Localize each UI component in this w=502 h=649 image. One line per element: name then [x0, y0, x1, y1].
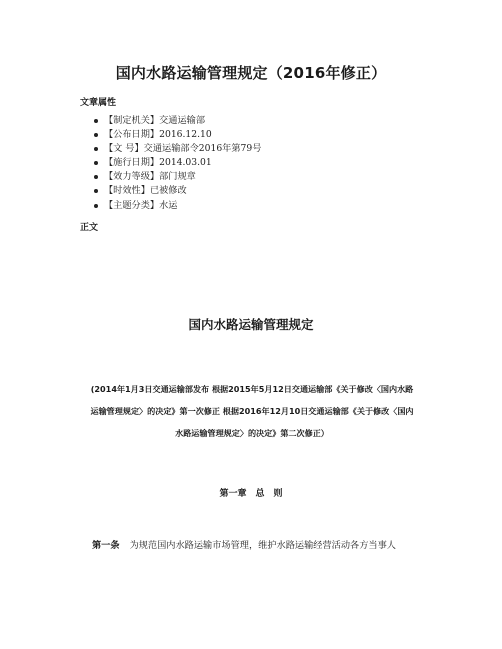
bullet-icon — [94, 133, 98, 137]
attribute-key: 【文 号】 — [104, 143, 144, 155]
attribute-key: 【施行日期】 — [104, 157, 160, 169]
article-paragraph — [92, 537, 437, 551]
attribute-key: 【主题分类】 — [104, 199, 160, 211]
bullet-icon — [94, 119, 98, 123]
attribute-value: 2016.12.10 — [159, 129, 212, 141]
attribute-item-issuer — [94, 114, 261, 128]
bullet-icon — [94, 204, 98, 208]
document-title: 国内水路运输管理规定（2016年修正） — [115, 64, 387, 82]
attribute-key: 【制定机关】 — [104, 115, 160, 126]
attribute-item-doc-number — [94, 142, 261, 156]
article-text: 为规范国内水路运输市场管理，维护水路运输经营活动各方当事人 — [129, 540, 396, 551]
body-heading: 正文 — [80, 223, 99, 233]
attribute-value: 2014.03.01 — [159, 157, 212, 169]
amendment-note-line: 运输管理规定〉的决定》第一次修正 根据2016年12月10日交通运输部《关于修改〈国内 — [90, 406, 414, 416]
amendment-note — [72, 378, 432, 444]
bullet-icon — [94, 161, 98, 165]
attribute-item-validity — [94, 184, 261, 198]
amendment-note-line: (2014年1月3日交通运输部发布 根据2015年5月12日交通运输部《关于修改〈国内水路 — [90, 384, 414, 394]
bullet-icon — [94, 189, 98, 193]
bullet-icon — [94, 147, 98, 151]
attributes-list — [94, 114, 261, 213]
attribute-item-category — [94, 199, 261, 213]
attribute-key: 【时效性】 — [104, 185, 150, 197]
attribute-value: 交通运输部令2016年第79号 — [143, 143, 262, 155]
amendment-note-line: 水路运输管理规定〉的决定》第二次修正） — [175, 428, 329, 438]
article-number: 第一条 — [92, 540, 120, 551]
attribute-value: 已被修改 — [149, 185, 187, 197]
attribute-item-publish-date — [94, 128, 261, 142]
regulation-title: 国内水路运输管理规定 — [188, 317, 314, 332]
attribute-item-legal-level — [94, 170, 261, 184]
attribute-value: 部门规章 — [159, 171, 196, 183]
attributes-heading: 文章属性 — [80, 98, 117, 108]
chapter-heading: 第一章 总 则 — [219, 489, 283, 499]
bullet-icon — [94, 175, 98, 179]
attribute-key: 【公布日期】 — [104, 129, 160, 141]
attribute-item-effective-date — [94, 156, 261, 170]
attribute-value: 水运 — [159, 199, 178, 211]
attribute-key: 【效力等级】 — [104, 171, 160, 183]
attribute-value: 交通运输部 — [159, 115, 206, 126]
